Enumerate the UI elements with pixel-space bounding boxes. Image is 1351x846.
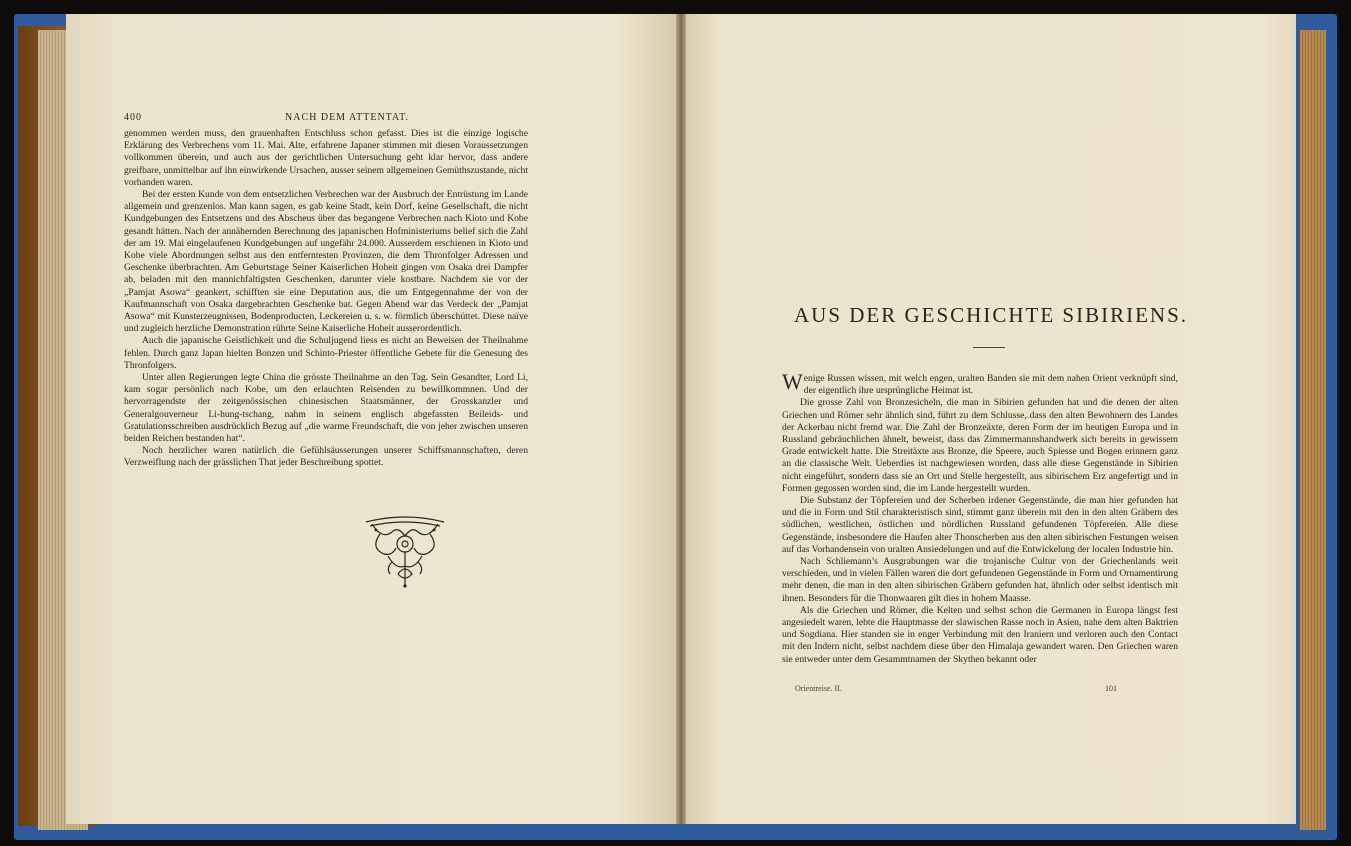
opening-paragraph xyxy=(782,369,1178,397)
paragraph: Noch herzlicher waren natürlich die Gefühlsäusserungen unserer Schiffsmannschaften, deren Verzweiflung nach der grässlichen That jeder Beschreibung spottet. xyxy=(124,445,528,469)
paragraph: Als die Griechen und Römer, die Kelten und selbst schon die Germanen in Europa längst fest angesiedelt waren, lebte die Hauptmasse der slawischen Rasse noch in Asien, nahe dem alten Baktrien und Sogdiana. Hier standen sie in enger Verbindung mit den Iraniern und verloren auch den Contact mit den Indern nicht, selbst nachdem diese über den Himalaja gewandert waren. Den Griechen waren sie entweder unter dem Gesammtnamen der Skythen bekannt oder xyxy=(782,604,1178,665)
chapter-title: AUS DER GESCHICHTE SIBIRIENS. xyxy=(793,303,1189,327)
running-title: NACH DEM ATTENTAT. xyxy=(285,112,409,123)
floral-ornament-icon xyxy=(362,514,448,590)
drop-cap: W xyxy=(782,369,803,394)
book-gutter xyxy=(676,14,686,824)
paragraph: genommen werden muss, den grauenhaften Entschluss schon gefasst. Dies ist die einzige logische Erklärung des Verbrechens vom 11. Mai. Alte, erfahrene Japaner stimmen mit diesen Voraussetzungen vollkommen überein, und auch aus der gerichtlichen Untersuchung geht klar hervor, dass andere greifbare, unmittelbar auf ihn einwirkende Ursachen, ausser seinem allgemeinen Gemüthszustande, nicht vorhanden waren. xyxy=(124,128,528,188)
signature-mark: Orientreise. II. xyxy=(795,684,842,693)
right-page-body xyxy=(782,369,1178,666)
paragraph: Auch die japanische Geistlichkeit und die Schuljugend liess es nicht an Beweisen der Theilnahme fehlen. Durch ganz Japan hielten Bonzen und Schinto-Priester öffentliche Gebete für die Genesung des Thronfolgers. xyxy=(124,335,528,371)
right-page-edges xyxy=(1300,30,1326,830)
paragraph: Nach Schliemann’s Ausgrabungen war die trojanische Cultur von der Griechenlands weit verschieden, und in vielen Fällen waren die dort gefundenen Gegenstände in Form und Ornamentirung mehr denen, die man in den alten sibirischen Gräbern gefunden hat, ähnlich oder selbst identisch mit ihnen. Besonders für die Thonwaaren gilt dies in hohem Maasse. xyxy=(782,556,1178,604)
left-page-body xyxy=(124,128,528,470)
sheet-number: 101 xyxy=(1105,684,1117,693)
paragraph: Die grosse Zahl von Bronzesicheln, die man in Sibirien gefunden hat und die denen der alten Griechen und Römer sehr ähnlich sind, führt zu dem Schlusse, dass den alten Bewohnern des Landes der Ackerbau nicht fremd war. Die Zahl der Bronzeäxte, deren Form der im heutigen Europa und in Russland gebräuchlichen ähnelt, beweist, dass das Zimmermannshandwerk sich bereits in gewissem Grade entwickelt hatte. Die Streitäxte aus Bronze, die Speere, auch Spiesse und Bogen erinnern ganz an die classische Welt. Ueberdies ist nachgewiesen worden, dass alle diese Gegenstände in Sibirien nicht eingeführt, sondern dass sie an Ort und Stelle hergestellt, aus sibirischem Erz angefertigt und in Formen gegossen worden sind, die im Lande hergestellt wurden. xyxy=(782,397,1178,494)
title-rule xyxy=(973,347,1005,348)
opening-text: enige Russen wissen, mit welch engen, uralten Banden sie mit dem nahen Orient verknüpft sind, der eigentlich ihre ursprüngliche Heimat ist. xyxy=(803,373,1178,397)
page-number: 400 xyxy=(124,112,142,123)
paragraph: Bei der ersten Kunde von dem entsetzlichen Verbrechen war der Ausbruch der Entrüstung im Lande allgemein und grenzenlos. Man kann sagen, es gab keine Stadt, kein Dorf, keine Gesellschaft, die nicht Kundgebungen des Entsetzens und des Abscheus über das begangene Verbrechen nach Kioto und Kobe gesandt hätten. Nach der annähernden Berechnung des japanischen Hofministeriums belief sich die Zahl der am 19. Mai eingelaufenen Kundgebungen auf ungefähr 24.000. Ausserdem erschienen in Kioto und Kobe viele Abordnungen selbst aus den entferntesten Provinzen, die dem Thronfolger Adressen und Geschenke überbrachten. Am Geburtstage Seiner Kaiserlichen Hoheit gingen von Osaka drei Dampfer ab, beladen mit den mannichfaltigsten Geschenken, darunter viele kostbare. Nachdem sie vor der „Pamjat Asowa“ geankert, schifften sie eine Deputation aus, die um Entgegennahme der von der Kaufmannschaft von Osaka dargebrachten Geschenke bat. Gegen Abend war das Verdeck der „Pamjat Asowa“ mit Kunsterzeugnissen, Bodenproducten, Leckereien u. s. w. förmlich überschüttet. Diese naïve und zugleich herzliche Demonstration rührte Seine Kaiserliche Hoheit ausserordentlich. xyxy=(124,189,528,335)
paragraph: Unter allen Regierungen legte China die grösste Theilnahme an den Tag. Sein Gesandter, Lord Li, kam sogar persönlich nach Kobe, um den erlauchten Reisenden zu bewillkommnen. Und der hervorragendste der zeitgenössischen chinesischen Staatsmänner, der Grosskanzler und Generalgouverneur Li-hung-tschang, nahm in seinem englisch abgefassten Beileids- und Gratulationsschreiben ausdrücklich Bezug auf „die warme Freundschaft, die von jeher zwischen unseren beiden Reichen bestanden hat“. xyxy=(124,372,528,445)
paragraph: Die Substanz der Töpfereien und der Scherben irdener Gegenstände, die man hier gefunden hat und die in Form und Stil charakteristisch sind, stimmt ganz überein mit den in den alten Gräbern des südlichen, westlichen, östlichen und nördlichen Russland gefundenen Töpfereien. Alle diese Gegenstände, insbesondere die Haufen alter Thonscherben aus den alten sibirischen Festungen weisen auf das Vorhandensein von uralten Ansiedelungen und auf die Entwickelung der localen Industrie hin. xyxy=(782,495,1178,555)
